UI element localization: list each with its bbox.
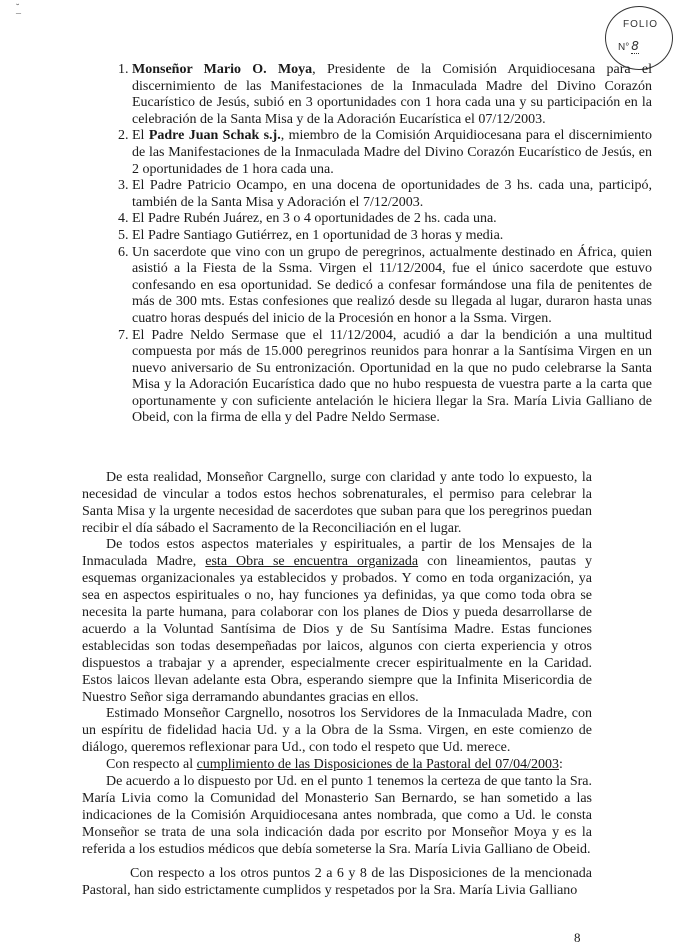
list-item-name: Padre Juan Schak s.j. [148, 128, 281, 144]
paragraph-organization-a: De todos estos aspectos materiales y espirituales, a partir de los Mensajes de la Inmaculada Madre, [82, 537, 592, 569]
list-item-name: Monseñor Mario O. Moya [132, 62, 313, 77]
paragraph-organization [82, 536, 592, 706]
paragraph-disposiciones-heading [82, 756, 592, 773]
list-item-text: El Padre Santiago Gutiérrez, en 1 oportunidad de 3 horas y media. [132, 227, 504, 243]
list-item [132, 128, 652, 178]
heading-underlined: cumplimiento de las Disposiciones de la Pastoral del 07/04/2003 [196, 757, 559, 772]
folio-stamp-prefix: N° [618, 42, 630, 53]
paragraph-organization-underlined: esta Obra se encuentra organizada [205, 554, 419, 569]
heading-prefix: Con respecto al [106, 757, 197, 772]
list-item [132, 178, 652, 211]
list-item-text: El Padre Neldo Sermase que el 11/12/2004, acudió a dar la bendición a una multitud compuesta por más de 15.000 peregrinos reunidos para honrar a la Santísima Virgen en un nuevo aniversario de Su entronización. Oportunidad en la que no pudo celebrarse la Santa Misa y la Adoración Eucarística dado que no hubo respuesta de vuestra parte a la carta que oportunamente y con suficiente antelación le hiciera llegar la Sra. María Livia Galliano de Obeid, con la firma de ella y del Padre Neldo Sermase. [132, 327, 652, 426]
list-item-text: , miembro de la Comisión Arquidiocesana para el discernimiento de las Manifestaciones de la Inmaculada Madre del Divino Corazón Eucarístico de Jesús, en 2 oportunidades de 1 hora cada una. [132, 128, 652, 177]
list-item [132, 245, 652, 328]
list-item [132, 328, 652, 428]
list-item [132, 228, 652, 245]
heading-suffix: : [558, 757, 563, 772]
page-number: 8 [574, 930, 581, 945]
list-item-text: , Presidente de la Comisión Arquidiocesana para el discernimiento de las Manifestaciones de la Inmaculada Madre del Divino Corazón Eucarístico de Jesús, subió en 3 oportunidades con 1 hora cada una y su participación en la celebración de la Santa Misa y de la Adoración Eucarística el 07/12/2003. [132, 62, 652, 127]
folio-stamp-number-line [618, 39, 639, 53]
folio-stamp-label: FOLIO [623, 19, 659, 30]
paragraph-organization-b: con lineamientos, pautas y esquemas organizacionales ya establecidos y probados. Y como en toda organización, ya sea en aspectos espirituales o no, hay funciones ya definidas, ya que como toda obra se necesita la parte humana, para colaborar con los planes de Dios y pueda desarrollarse de acuerdo a la Voluntad Santísima de Dios y de Su Santísima Madre. Estas funciones establecidas son todas desempeñadas por laicos, algunos con cierta experiencia y otros dispuestos a trabajar y a aprender, especialmente crecer espiritualmente en la Caridad. Estos laicos llevan adelante esta Obra, esperando siempre que la Infinita Misericordia de Nuestro Señor siga derramando abundantes gracias en ellos. [82, 554, 592, 705]
folio-stamp [605, 6, 673, 70]
paragraph-greeting: Estimado Monseñor Cargnello, nosotros los Servidores de la Inmaculada Madre, con un espíritu de fidelidad hacia Ud. y a la Obra de la Ssma. Virgen, en este comienzo de diálogo, queremos reflexionar para Ud., con todo el respeto que Ud. merece. [82, 706, 592, 755]
list-item-text: El Padre Rubén Juárez, en 3 o 4 oportunidades de 2 hs. cada una. [132, 211, 497, 227]
paragraph-conclusion: De esta realidad, Monseñor Cargnello, surge con claridad y ante todo lo expuesto, la necesidad de vincular a todos estos hechos sobrenaturales, el permiso para celebrar la Santa Misa y la urgente necesidad de sacerdotes que suban para que los peregrinos puedan recibir el día sábado el Sacramento de la Reconciliación en el lugar. [82, 470, 592, 536]
list-item [132, 211, 652, 228]
paragraph-otros-puntos: Con respecto a los otros puntos 2 a 6 y 8 de las Disposiciones de la mencionada Pastoral, han sido estrictamente cumplidos y respetados por la Sra. María Livia Galliano [82, 866, 592, 898]
list-item-text: Un sacerdote que vino con un grupo de peregrinos, actualmente destinado en África, quien asistió a la Fiesta de la Ssma. Virgen el 11/12/2004, fue el único sacerdote que estuvo confesando en esa oportunidad. Se dedicó a confesar formándose una fila de penitentes de más de 300 mts. Estas confesiones que realizó desde su llegada al lugar, duraron hasta unas cuatro horas después del inicio de la Procesión en honor a la Ssma. Virgen. [132, 244, 652, 326]
list-item-prefix: El [132, 128, 149, 144]
priests-list [73, 62, 652, 427]
folio-stamp-number: 8 [631, 39, 639, 53]
paragraph-punto-1: De acuerdo a lo dispuesto por Ud. en el punto 1 tenemos la certeza de que tanto la Sra. María Livia como la Comunidad del Monasterio San Bernardo, se han sometido a las indicaciones de la Comisión Arquidiocesana antes nombrada, que como a Ud. le consta Monseñor se trata de una sola indicación dada por escrito por Monseñor Moya y es la referida a los estudios médicos que debía someterse la Sra. María Livia Galliano de Obeid. [82, 774, 592, 857]
margin-mark: ˘ ¯ [16, 3, 21, 24]
list-item [132, 62, 652, 128]
list-item-text: El Padre Patricio Ocampo, en una docena de oportunidades de 3 hs. cada una, participó, también de la Santa Misa y Adoración el 7/12/2003. [132, 178, 652, 210]
